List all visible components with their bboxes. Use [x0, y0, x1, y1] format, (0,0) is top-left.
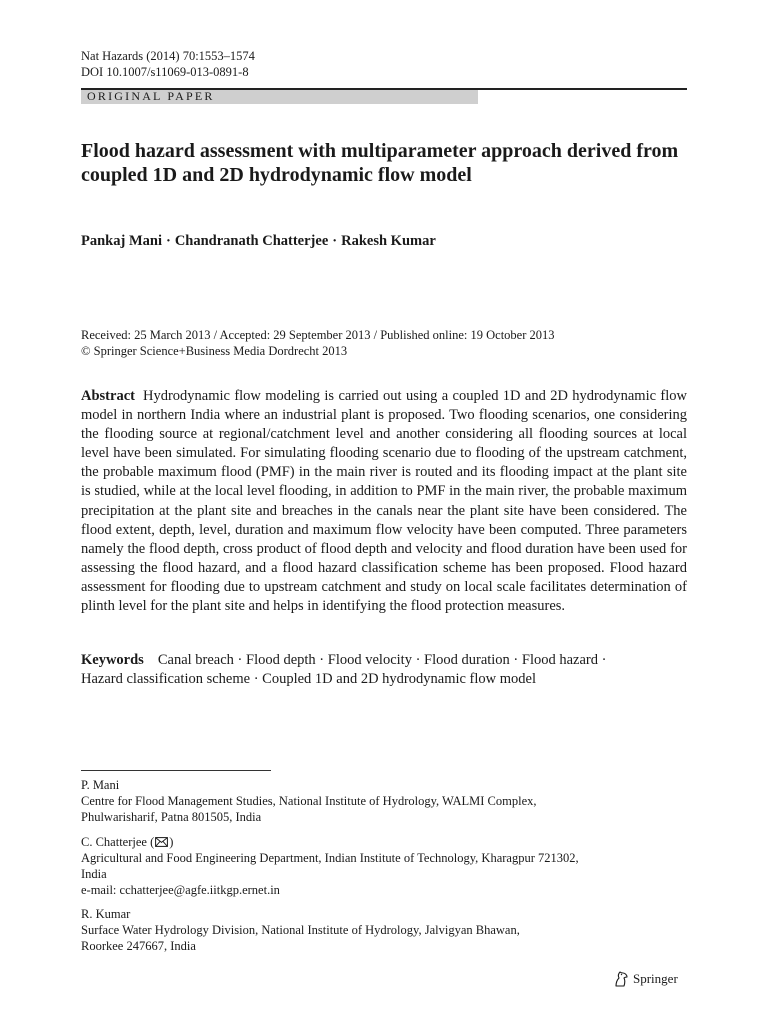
affiliation-line: India: [81, 867, 107, 881]
abstract: [81, 387, 687, 616]
author-separator: ·: [165, 233, 171, 249]
section-bar: [81, 88, 687, 104]
publisher-name: Springer: [633, 971, 678, 986]
keywords: [81, 651, 641, 689]
journal-doi: DOI 10.1007/s11069-013-0891-8: [81, 65, 249, 79]
affiliation-line: Phulwarisharif, Patna 801505, India: [81, 810, 262, 824]
author-separator: ·: [332, 233, 338, 249]
copyright-line: © Springer Science+Business Media Dordrecht 2013: [81, 344, 348, 358]
dates-line: Received: 25 March 2013 / Accepted: 29 September 2013 / Published online: 19 October 2013: [81, 328, 555, 342]
affiliation-chatterjee: [81, 834, 687, 898]
springer-horse-icon: [612, 970, 630, 988]
author-name: Pankaj Mani: [81, 233, 162, 249]
journal-citation: Nat Hazards (2014) 70:1553–1574: [81, 49, 255, 63]
footnote-rule: [81, 770, 271, 771]
journal-info: [81, 48, 255, 80]
affiliation-name: C. Chatterjee: [81, 835, 147, 849]
affiliation-mani: [81, 777, 687, 825]
affiliation-name: P. Mani: [81, 778, 120, 792]
author-name: Chandranath Chatterjee: [174, 233, 329, 249]
envelope-icon: [155, 837, 168, 847]
affiliation-name: R. Kumar: [81, 907, 131, 921]
author-name: Rakesh Kumar: [341, 233, 436, 249]
author-list: [81, 233, 436, 250]
affiliation-kumar: [81, 906, 687, 954]
affiliation-email[interactable]: e-mail: cchatterjee@agfe.iitkgp.ernet.in: [81, 883, 280, 897]
keywords-heading: Keywords: [81, 652, 144, 668]
affiliation-line: Agricultural and Food Engineering Department, Indian Institute of Technology, Kharagpur 721302,: [81, 851, 579, 865]
publication-dates: [81, 327, 555, 359]
affiliation-line: Roorkee 247667, India: [81, 939, 196, 953]
publisher-mark: [612, 970, 678, 988]
paper-title: Flood hazard assessment with multiparameter approach derived from coupled 1D and 2D hydrodynamic flow model: [81, 140, 679, 186]
section-label: ORIGINAL PAPER: [87, 89, 215, 103]
abstract-text: Hydrodynamic flow modeling is carried out using a coupled 1D and 2D hydrodynamic flow model in northern India where an industrial plant is proposed. Two flooding scenarios, one considering the flooding source at regional/catchment level and another considering all flooding sources at local level have been simulated. For simulating flooding scenario due to flooding of the upstream catchment, the probable maximum flood (PMF) in the main river is routed and its flooding impact at the plant site is studied, while at the local level flooding, in addition to PMF in the main river, the probable maximum precipitation at the plant site and breaches in the canals near the plant site have been considered. The flood extent, depth, level, duration and maximum flow velocity have been computed. Three parameters namely the flood depth, cross product of flood depth and velocity and flood duration have been used for assessing the flood hazard, and a flood hazard classification scheme has been proposed. Flood hazard assessment for flooding due to upstream catchment and study on local scale facilitates determination of plinth level for the plant site and helps in identifying the flood protection measures.: [81, 388, 687, 615]
keywords-text: Canal breach · Flood depth · Flood velocity · Flood duration · Flood hazard · Hazard classification scheme · Coupled 1D and 2D hydrodynamic flow model: [81, 652, 607, 687]
abstract-heading: Abstract: [81, 388, 135, 404]
affiliation-name-row: [81, 834, 687, 850]
affiliation-line: Surface Water Hydrology Division, National Institute of Hydrology, Jalvigyan Bhawan,: [81, 923, 520, 937]
corresponding-open: (: [150, 835, 155, 849]
corresponding-close: ): [169, 835, 174, 849]
affiliation-line: Centre for Flood Management Studies, National Institute of Hydrology, WALMI Complex,: [81, 794, 537, 808]
